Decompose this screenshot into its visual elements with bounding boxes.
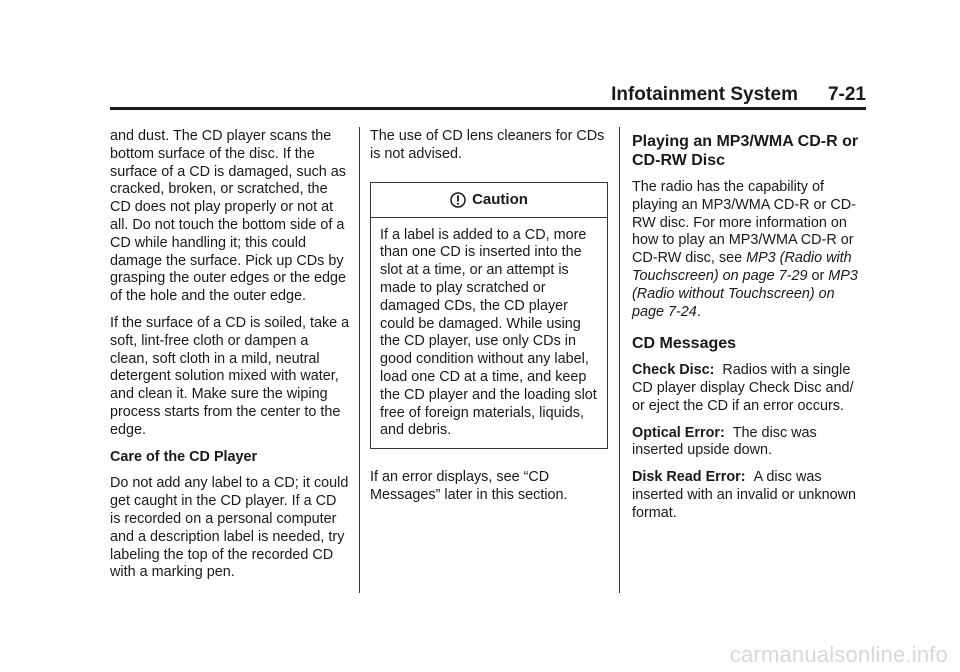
- paragraph: If the surface of a CD is soiled, take a soft, lint-free cloth or dampen a clean, soft cloth in a mild, neutral detergent solution mixed with water, and clean it. Make sure the wiping process starts from the center to the edge.: [110, 314, 350, 438]
- column-divider: [619, 127, 620, 593]
- message-item: [632, 469, 870, 522]
- page-number: 7-21: [827, 84, 866, 105]
- column-1: [110, 128, 350, 591]
- message-desc: A disc was inserted with an invalid or unknown format.: [632, 469, 856, 521]
- caution-text: If a label is added to a CD, more than one CD is inserted into the slot at a time, or an attempt is made to play scratched or damaged CDs, the CD player could be damaged. While using the CD player, use only CDs in good condition without any label, load one CD at a time, and keep the CD player and the loading slot free of foreign materials, liquids, and debris.: [380, 226, 597, 439]
- message-item: [632, 362, 870, 415]
- subheading: Care of the CD Player: [110, 448, 258, 465]
- watermark: carmanualsonline.info: [729, 642, 948, 667]
- caution-header: [371, 183, 607, 218]
- cross-reference-link[interactable]: MP3 (Radio without Touchscreen) on page 7-24: [632, 267, 858, 320]
- paragraph: If an error displays, see “CD Messages” later in this section.: [370, 469, 568, 503]
- page-header: [110, 78, 866, 110]
- paragraph: Do not add any label to a CD; it could get caught in the CD player. If a CD is recorded on a personal computer and a description label is needed, try labeling the top of the recorded CD with a marking pen.: [110, 475, 349, 581]
- conjunction: or: [811, 267, 825, 284]
- message-term: Check Disc:: [632, 362, 715, 379]
- chapter-title: Infotainment System: [611, 84, 798, 105]
- column-2: [370, 128, 608, 514]
- caution-icon: [450, 192, 466, 208]
- message-item: [632, 425, 870, 461]
- paragraph: [632, 179, 870, 321]
- period: .: [696, 303, 701, 320]
- message-term: Optical Error:: [632, 424, 725, 441]
- message-desc: Radios with a single CD player display Check Disc and/ or eject the CD if an error occurs.: [632, 362, 854, 414]
- paragraph-text: The radio has the capability of playing an MP3/WMA CD-R or CD-RW disc. For more information on how to play an MP3/WMA CD-R or CD-RW disc, see: [632, 179, 856, 267]
- message-desc: The disc was inserted upside down.: [632, 424, 817, 459]
- caution-title: Caution: [472, 190, 528, 208]
- section-heading: Playing an MP3/WMA CD-R or CD-RW Disc: [632, 133, 859, 169]
- column-3: [632, 128, 870, 532]
- caution-box: [370, 182, 608, 450]
- column-divider: [359, 127, 360, 593]
- cross-reference-link[interactable]: MP3 (Radio with Touchscreen) on page 7-29: [632, 250, 852, 284]
- paragraph: and dust. The CD player scans the bottom surface of the disc. If the surface of a CD is damaged, such as cracked, broken, or scratched, the CD does not play properly or not at all. Do not touch the bottom side of a CD while handling it; this could damage the surface. Pick up CDs by grasping the outer edges or the edge of the hole and the outer edge.: [110, 128, 347, 305]
- paragraph: The use of CD lens cleaners for CDs is not advised.: [370, 128, 605, 162]
- message-term: Disk Read Error:: [632, 469, 746, 486]
- section-heading: CD Messages: [632, 335, 737, 353]
